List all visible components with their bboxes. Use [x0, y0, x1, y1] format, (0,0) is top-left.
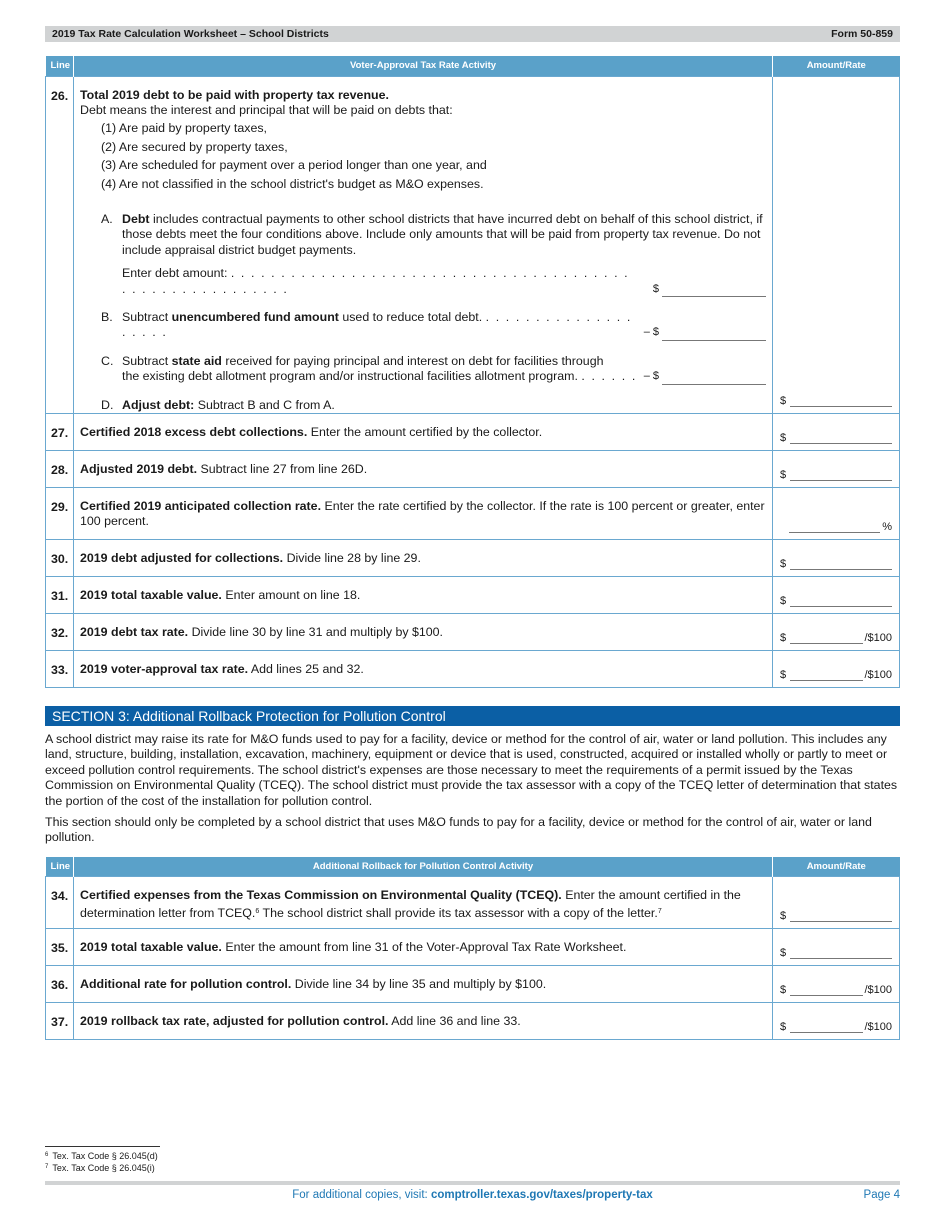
- rate-field[interactable]: [790, 986, 863, 996]
- table-row-34: 34. Certified expenses from the Texas Commission on Environmental Quality (TCEQ). Enter the amount certified in the determination letter from TCEQ.$^6$ The school district shall provide its tax assessor with a copy of the letter.$^7$ $: [46, 877, 900, 929]
- subline-b: B. Subtract unencumbered fund amount used to reduce total debt. . . . . . . . . . . . . . . . . . . . . – $: [101, 310, 766, 341]
- line-number: 26.: [46, 76, 74, 414]
- section-3-paragraph: This section should only be completed by a school district that uses M&O funds to pay for a facility, device or method for the control of air, water or land pollution.: [45, 815, 872, 845]
- rate-field[interactable]: [790, 634, 863, 644]
- footnote-ref: 6: [255, 907, 260, 915]
- amount-cell: $: [773, 76, 900, 414]
- footnote: $^6$ Tex. Tax Code § 26.045(d): [45, 1151, 158, 1161]
- line-intro: Debt means the interest and principal that will be paid on debts that:: [80, 102, 453, 117]
- footer-prefix: For additional copies, visit:: [292, 1189, 428, 1201]
- header-bar: [45, 26, 900, 42]
- debt-amount-field[interactable]: [662, 287, 766, 297]
- section-3-heading: SECTION 3: Additional Rollback Protection for Pollution Control: [45, 706, 900, 726]
- condition-item: (4) Are not classified in the school district's budget as M&O expenses.: [101, 176, 484, 191]
- table-row-37: 37. 2019 rollback tax rate, adjusted for pollution control. Add line 36 and line 33. $ /$100: [46, 1003, 900, 1040]
- table-row-26: [46, 76, 900, 414]
- table-row-29: 29. Certified 2019 anticipated collection rate. Enter the rate certified by the collector. If the rate is 100 percent or greater, enter 100 percent. %: [46, 488, 900, 540]
- rate-field[interactable]: [789, 523, 880, 533]
- table-row-35: 35. 2019 total taxable value. Enter the amount from line 31 of the Voter-Approval Tax Rate Worksheet. $: [46, 929, 900, 966]
- rate-field[interactable]: [790, 671, 863, 681]
- col-amount: Amount/Rate: [773, 56, 900, 76]
- pollution-control-table: [45, 857, 900, 1041]
- amount-field[interactable]: [790, 397, 892, 407]
- subline-c: C. Subtract state aid received for paying principal and interest on debt for facilities through the existing debt allotment program and/or instructional facilities allotment program. . . . . . . – $: [101, 354, 766, 385]
- col-amount: Amount/Rate: [773, 857, 900, 877]
- table-row-30: 30. 2019 debt adjusted for collections. Divide line 28 by line 29. $: [46, 540, 900, 577]
- worksheet-title: 2019 Tax Rate Calculation Worksheet – School Districts: [52, 28, 329, 40]
- condition-item: (2) Are secured by property taxes,: [101, 139, 288, 154]
- col-line: Line: [46, 56, 74, 76]
- col-line: Line: [46, 857, 74, 877]
- subline-a: A. Debt includes contractual payments to other school districts that have incurred debt on behalf of this school district, if those debts meet the four conditions above. Include only amounts that will be paid from property tax revenue. Do not include appraisal district budget payments. Enter debt amount: . . . . . . . . . . . . . . . . . . . . . . . . . . . . . . . . . . . . . . . . . . . . . . . . . . . . . . . . . $: [101, 212, 766, 297]
- page-number: Page 4: [863, 1189, 900, 1201]
- footnotes: [45, 1150, 158, 1174]
- col-activity: Additional Rollback for Pollution Control Activity: [74, 857, 773, 877]
- condition-item: (3) Are scheduled for payment over a period longer than one year, and: [101, 158, 487, 173]
- col-activity: Voter-Approval Tax Rate Activity: [74, 56, 773, 76]
- line-description: [74, 76, 773, 414]
- table-row-36: 36. Additional rate for pollution control. Divide line 34 by line 35 and multiply by $100. $ /$100: [46, 966, 900, 1003]
- footer-rule: [45, 1181, 900, 1185]
- footnote-divider: [45, 1146, 160, 1147]
- table-row-33: 33. 2019 voter-approval tax rate. Add lines 25 and 32. $ /$100: [46, 651, 900, 688]
- table-row-32: 32. 2019 debt tax rate. Divide line 30 by line 31 and multiply by $100. $ /$100: [46, 614, 900, 651]
- amount-field[interactable]: [790, 471, 892, 481]
- unencumbered-fund-field[interactable]: [662, 331, 766, 341]
- amount-field[interactable]: [790, 597, 892, 607]
- page-footer: [45, 1189, 900, 1203]
- state-aid-field[interactable]: [662, 375, 766, 385]
- form-number: Form 50-859: [831, 28, 893, 40]
- table-row-31: 31. 2019 total taxable value. Enter amount on line 18. $: [46, 577, 900, 614]
- footnote-ref: 7: [657, 907, 662, 915]
- worksheet-page: [45, 26, 900, 1040]
- amount-field[interactable]: [790, 560, 892, 570]
- amount-field[interactable]: [790, 434, 892, 444]
- table-row-27: 27. Certified 2018 excess debt collections. Enter the amount certified by the collector. $: [46, 414, 900, 451]
- section-3-paragraph: A school district may raise its rate for M&O funds used to pay for a facility, device or method for the control of air, water or land pollution. This includes any land, structure, building, installation, excavation, machinery, equipment or device that is used, constructed, acquired or installed wholly or partly to meet or exceed pollution control requirements. The school district's expenses are those necessary to meet the requirements of a permit issued by the Texas Commission on Environmental Quality (TCEQ). The school district must provide the tax assessor with a copy of the TCEQ letter of determination that states the portion of the cost of the installation for pollution control.: [45, 732, 898, 808]
- comptroller-link[interactable]: comptroller.texas.gov/taxes/property-tax: [430, 1189, 653, 1201]
- line-title: Total 2019 debt to be paid with property tax revenue.: [80, 87, 389, 102]
- footnote: $^7$ Tex. Tax Code § 26.045(i): [45, 1163, 155, 1173]
- amount-field[interactable]: [790, 949, 892, 959]
- amount-field[interactable]: [790, 912, 892, 922]
- condition-item: (1) Are paid by property taxes,: [101, 121, 267, 136]
- table-row-28: 28. Adjusted 2019 debt. Subtract line 27 from line 26D. $: [46, 451, 900, 488]
- rate-field[interactable]: [790, 1023, 863, 1033]
- voter-approval-table: [45, 56, 900, 688]
- subline-d: D. Adjust debt: Subtract B and C from A.: [101, 397, 335, 412]
